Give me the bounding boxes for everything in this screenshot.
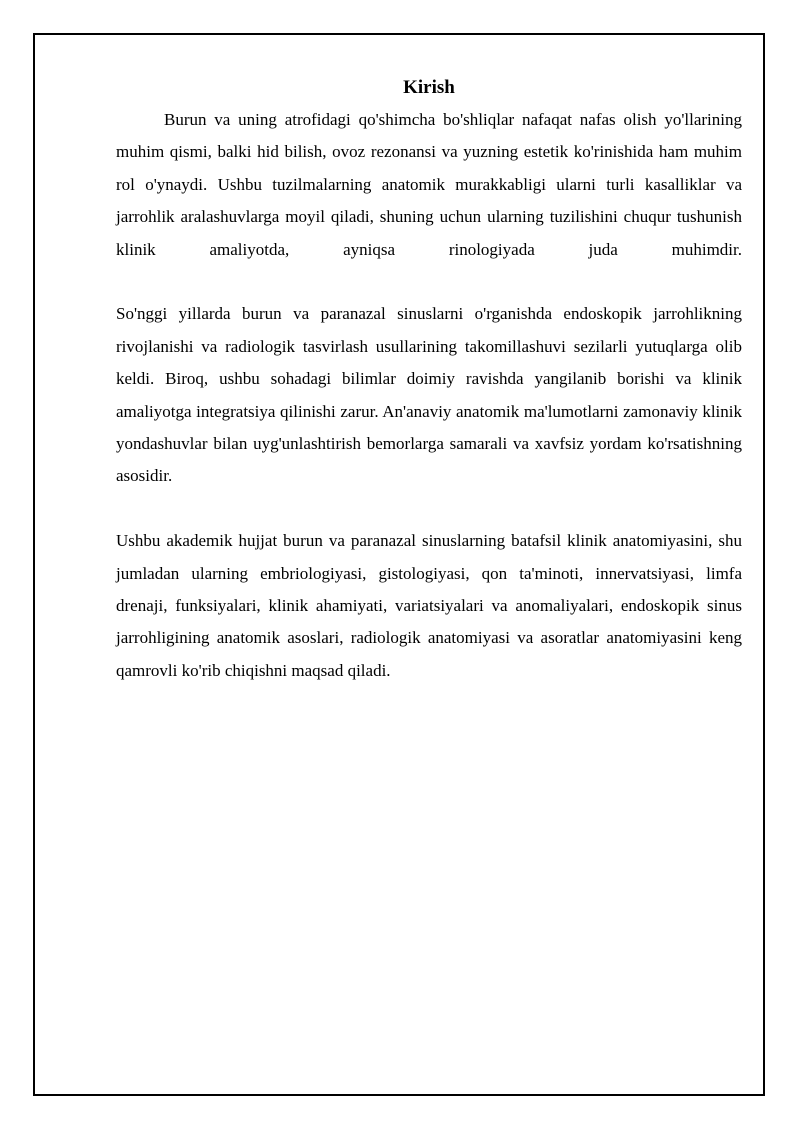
paragraph-spacer bbox=[116, 266, 742, 298]
document-body bbox=[116, 72, 742, 687]
paragraph-1: Burun va uning atrofidagi qo'shimcha bo'shliqlar nafaqat nafas olish yo'llarining muhim qismi, balki hid bilish, ovoz rezonansi va yuzning estetik ko'rinishida ham muhim rol o'ynaydi. Ushbu tuzilmalarning anatomik murakkabligi ularni turli kasalliklar va jarrohlik aralashuvlarga moyil qiladi, shuning uchun ularning tuzilishini chuqur tushunish klinik amaliyotda, ayniqsa rinologiyada juda muhimdir. bbox=[116, 110, 742, 259]
document-title: Kirish bbox=[403, 77, 455, 98]
paragraph-2: So'nggi yillarda burun va paranazal sinuslarni o'rganishda endoskopik jarrohlikning rivojlanishi va radiologik tasvirlash usullarining takomillashuvi sezilarli yutuqlarga olib keldi. Biroq, ushbu sohadagi bilimlar doimiy ravishda yangilanib borishi va klinik amaliyotga integratsiya qilinishi zarur. An'anaviy anatomik ma'lumotlarni zamonaviy klinik yondashuvlar bilan uyg'unlashtirish bemorlarga samarali va xavfsiz yordam ko'rsatishning asosidir. bbox=[116, 304, 742, 486]
paragraph-3: Ushbu akademik hujjat burun va paranazal sinuslarning batafsil klinik anatomiyasini, shu jumladan ularning embriologiyasi, gistologiyasi, qon ta'minoti, innervatsiyasi, limfa drenaji, funksiyalari, klinik ahamiyati, variatsiyalari va anomaliyalari, endoskopik sinus jarrohligining anatomik asoslari, radiologik anatomiyasi va asoratlar anatomiyasini keng qamrovli ko'rib chiqishni maqsad qiladi. bbox=[116, 531, 742, 680]
paragraph-spacer bbox=[116, 493, 742, 525]
